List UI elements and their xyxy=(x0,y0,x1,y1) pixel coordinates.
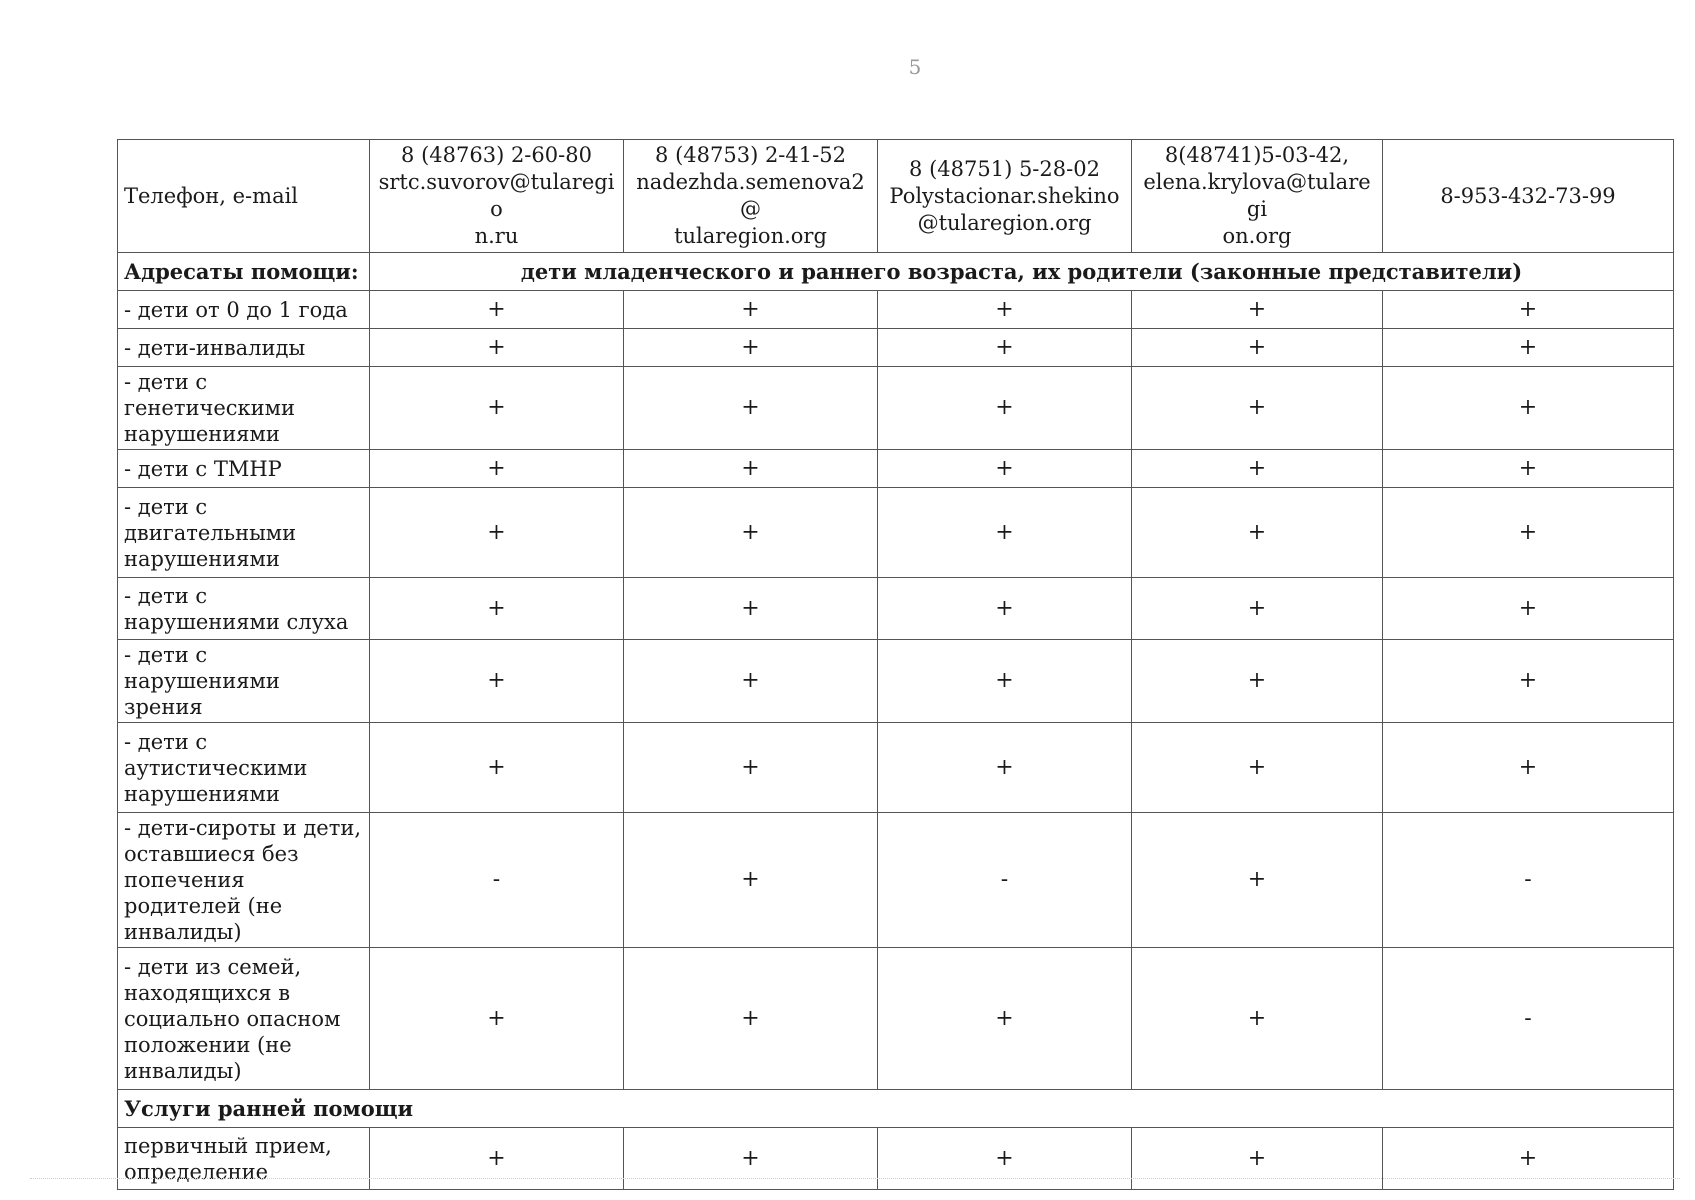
mark-cell: + xyxy=(624,291,878,329)
mark-cell: + xyxy=(1132,723,1383,813)
table-row xyxy=(118,723,1674,813)
page-bottom-line xyxy=(30,1178,1680,1179)
mark-cell: + xyxy=(624,329,878,367)
mark-cell: + xyxy=(878,367,1132,450)
row-label: - дети с аутистическими нарушениями xyxy=(118,723,370,813)
row-label: - дети-инвалиды xyxy=(118,329,370,367)
mark-cell: + xyxy=(878,488,1132,578)
mark-cell: + xyxy=(1132,329,1383,367)
mark-cell: + xyxy=(370,640,624,723)
mark-cell: + xyxy=(370,291,624,329)
mark-cell: + xyxy=(878,1128,1132,1190)
row-label: - дети с нарушениями слуха xyxy=(118,578,370,640)
mark-cell: + xyxy=(370,450,624,488)
email-text: elena.krylova@tularegi xyxy=(1143,170,1371,221)
mark-cell: + xyxy=(878,329,1132,367)
mark-cell: + xyxy=(1383,578,1674,640)
table-row xyxy=(118,578,1674,640)
row-label: - дети с нарушениями зрения xyxy=(118,640,370,723)
contact-cell xyxy=(878,140,1132,253)
mark-cell: + xyxy=(370,948,624,1090)
page-number: 5 xyxy=(908,55,922,79)
mark-cell: - xyxy=(878,813,1132,948)
phone-text: 8-953-432-73-99 xyxy=(1440,183,1616,208)
row-label: - дети-сироты и дети, оставшиеся без попечения родителей (не инвалиды) xyxy=(118,813,370,948)
mark-cell: + xyxy=(1383,723,1674,813)
contacts-label: Телефон, e-mail xyxy=(118,140,370,253)
mark-cell: + xyxy=(370,329,624,367)
email-text: tularegion.org xyxy=(674,224,827,248)
table-row xyxy=(118,488,1674,578)
mark-cell: + xyxy=(1383,450,1674,488)
contact-cell xyxy=(1132,140,1383,253)
mark-cell: + xyxy=(1132,450,1383,488)
mark-cell: + xyxy=(624,1128,878,1190)
mark-cell: - xyxy=(370,813,624,948)
recipients-label: Адресаты помощи: xyxy=(118,253,370,291)
row-label: - дети от 0 до 1 года xyxy=(118,291,370,329)
email-text: on.org xyxy=(1222,224,1292,248)
phone-text: 8 (48751) 5-28-02 xyxy=(909,156,1100,181)
mark-cell: + xyxy=(1383,640,1674,723)
category-rows xyxy=(118,291,1674,1090)
table-row xyxy=(118,948,1674,1090)
mark-cell: + xyxy=(1132,948,1383,1090)
service-rows xyxy=(118,1128,1674,1190)
recipients-description: дети младенческого и раннего возраста, их родители (законные представители) xyxy=(370,253,1674,291)
table-row xyxy=(118,1128,1674,1190)
mark-cell: - xyxy=(1383,813,1674,948)
mark-cell: + xyxy=(1132,813,1383,948)
row-label: - дети из семей, находящихся в социально опасном положении (не инвалиды) xyxy=(118,948,370,1090)
row-label: первичный прием, определение xyxy=(118,1128,370,1190)
row-label: - дети с двигательными нарушениями xyxy=(118,488,370,578)
mark-cell: + xyxy=(1132,488,1383,578)
email-text: @tularegion.org xyxy=(917,210,1092,235)
mark-cell: + xyxy=(624,367,878,450)
contact-cell xyxy=(1383,140,1674,253)
mark-cell: + xyxy=(878,578,1132,640)
table-row xyxy=(118,813,1674,948)
contact-cell xyxy=(370,140,624,253)
services-table xyxy=(117,139,1674,1190)
mark-cell: + xyxy=(878,450,1132,488)
phone-text: 8 (48753) 2-41-52 xyxy=(655,143,846,167)
mark-cell: + xyxy=(1132,640,1383,723)
email-text: n.ru xyxy=(474,224,519,248)
mark-cell: + xyxy=(878,723,1132,813)
table-row xyxy=(118,640,1674,723)
mark-cell: + xyxy=(624,723,878,813)
mark-cell: + xyxy=(1383,367,1674,450)
contact-cell xyxy=(624,140,878,253)
mark-cell: + xyxy=(370,488,624,578)
phone-text: 8 (48763) 2-60-80 xyxy=(401,143,592,167)
mark-cell: + xyxy=(370,723,624,813)
mark-cell: + xyxy=(878,640,1132,723)
mark-cell: + xyxy=(624,578,878,640)
table-row xyxy=(118,291,1674,329)
services-label: Услуги ранней помощи xyxy=(118,1090,1674,1128)
mark-cell: + xyxy=(624,813,878,948)
email-text: srtc.suvorov@tularegio xyxy=(378,170,615,221)
phone-text: 8(48741)5-03-42, xyxy=(1164,143,1350,167)
mark-cell: - xyxy=(1383,948,1674,1090)
mark-cell: + xyxy=(1132,367,1383,450)
table-row xyxy=(118,450,1674,488)
mark-cell: + xyxy=(1383,488,1674,578)
contacts-row xyxy=(118,140,1674,253)
mark-cell: + xyxy=(624,640,878,723)
recipients-row xyxy=(118,253,1674,291)
email-text: Polystacionar.shekino xyxy=(889,183,1120,208)
mark-cell: + xyxy=(624,948,878,1090)
table-row xyxy=(118,329,1674,367)
mark-cell: + xyxy=(1383,291,1674,329)
mark-cell: + xyxy=(1383,329,1674,367)
mark-cell: + xyxy=(1132,1128,1383,1190)
mark-cell: + xyxy=(370,578,624,640)
email-text: nadezhda.semenova2@ xyxy=(636,170,865,221)
table-row xyxy=(118,367,1674,450)
mark-cell: + xyxy=(624,450,878,488)
mark-cell: + xyxy=(370,1128,624,1190)
mark-cell: + xyxy=(1132,291,1383,329)
mark-cell: + xyxy=(1132,578,1383,640)
mark-cell: + xyxy=(878,291,1132,329)
mark-cell: + xyxy=(878,948,1132,1090)
mark-cell: + xyxy=(624,488,878,578)
mark-cell: + xyxy=(370,367,624,450)
mark-cell: + xyxy=(1383,1128,1674,1190)
services-header-row xyxy=(118,1090,1674,1128)
row-label: - дети с генетическими нарушениями xyxy=(118,367,370,450)
row-label: - дети с ТМНР xyxy=(118,450,370,488)
